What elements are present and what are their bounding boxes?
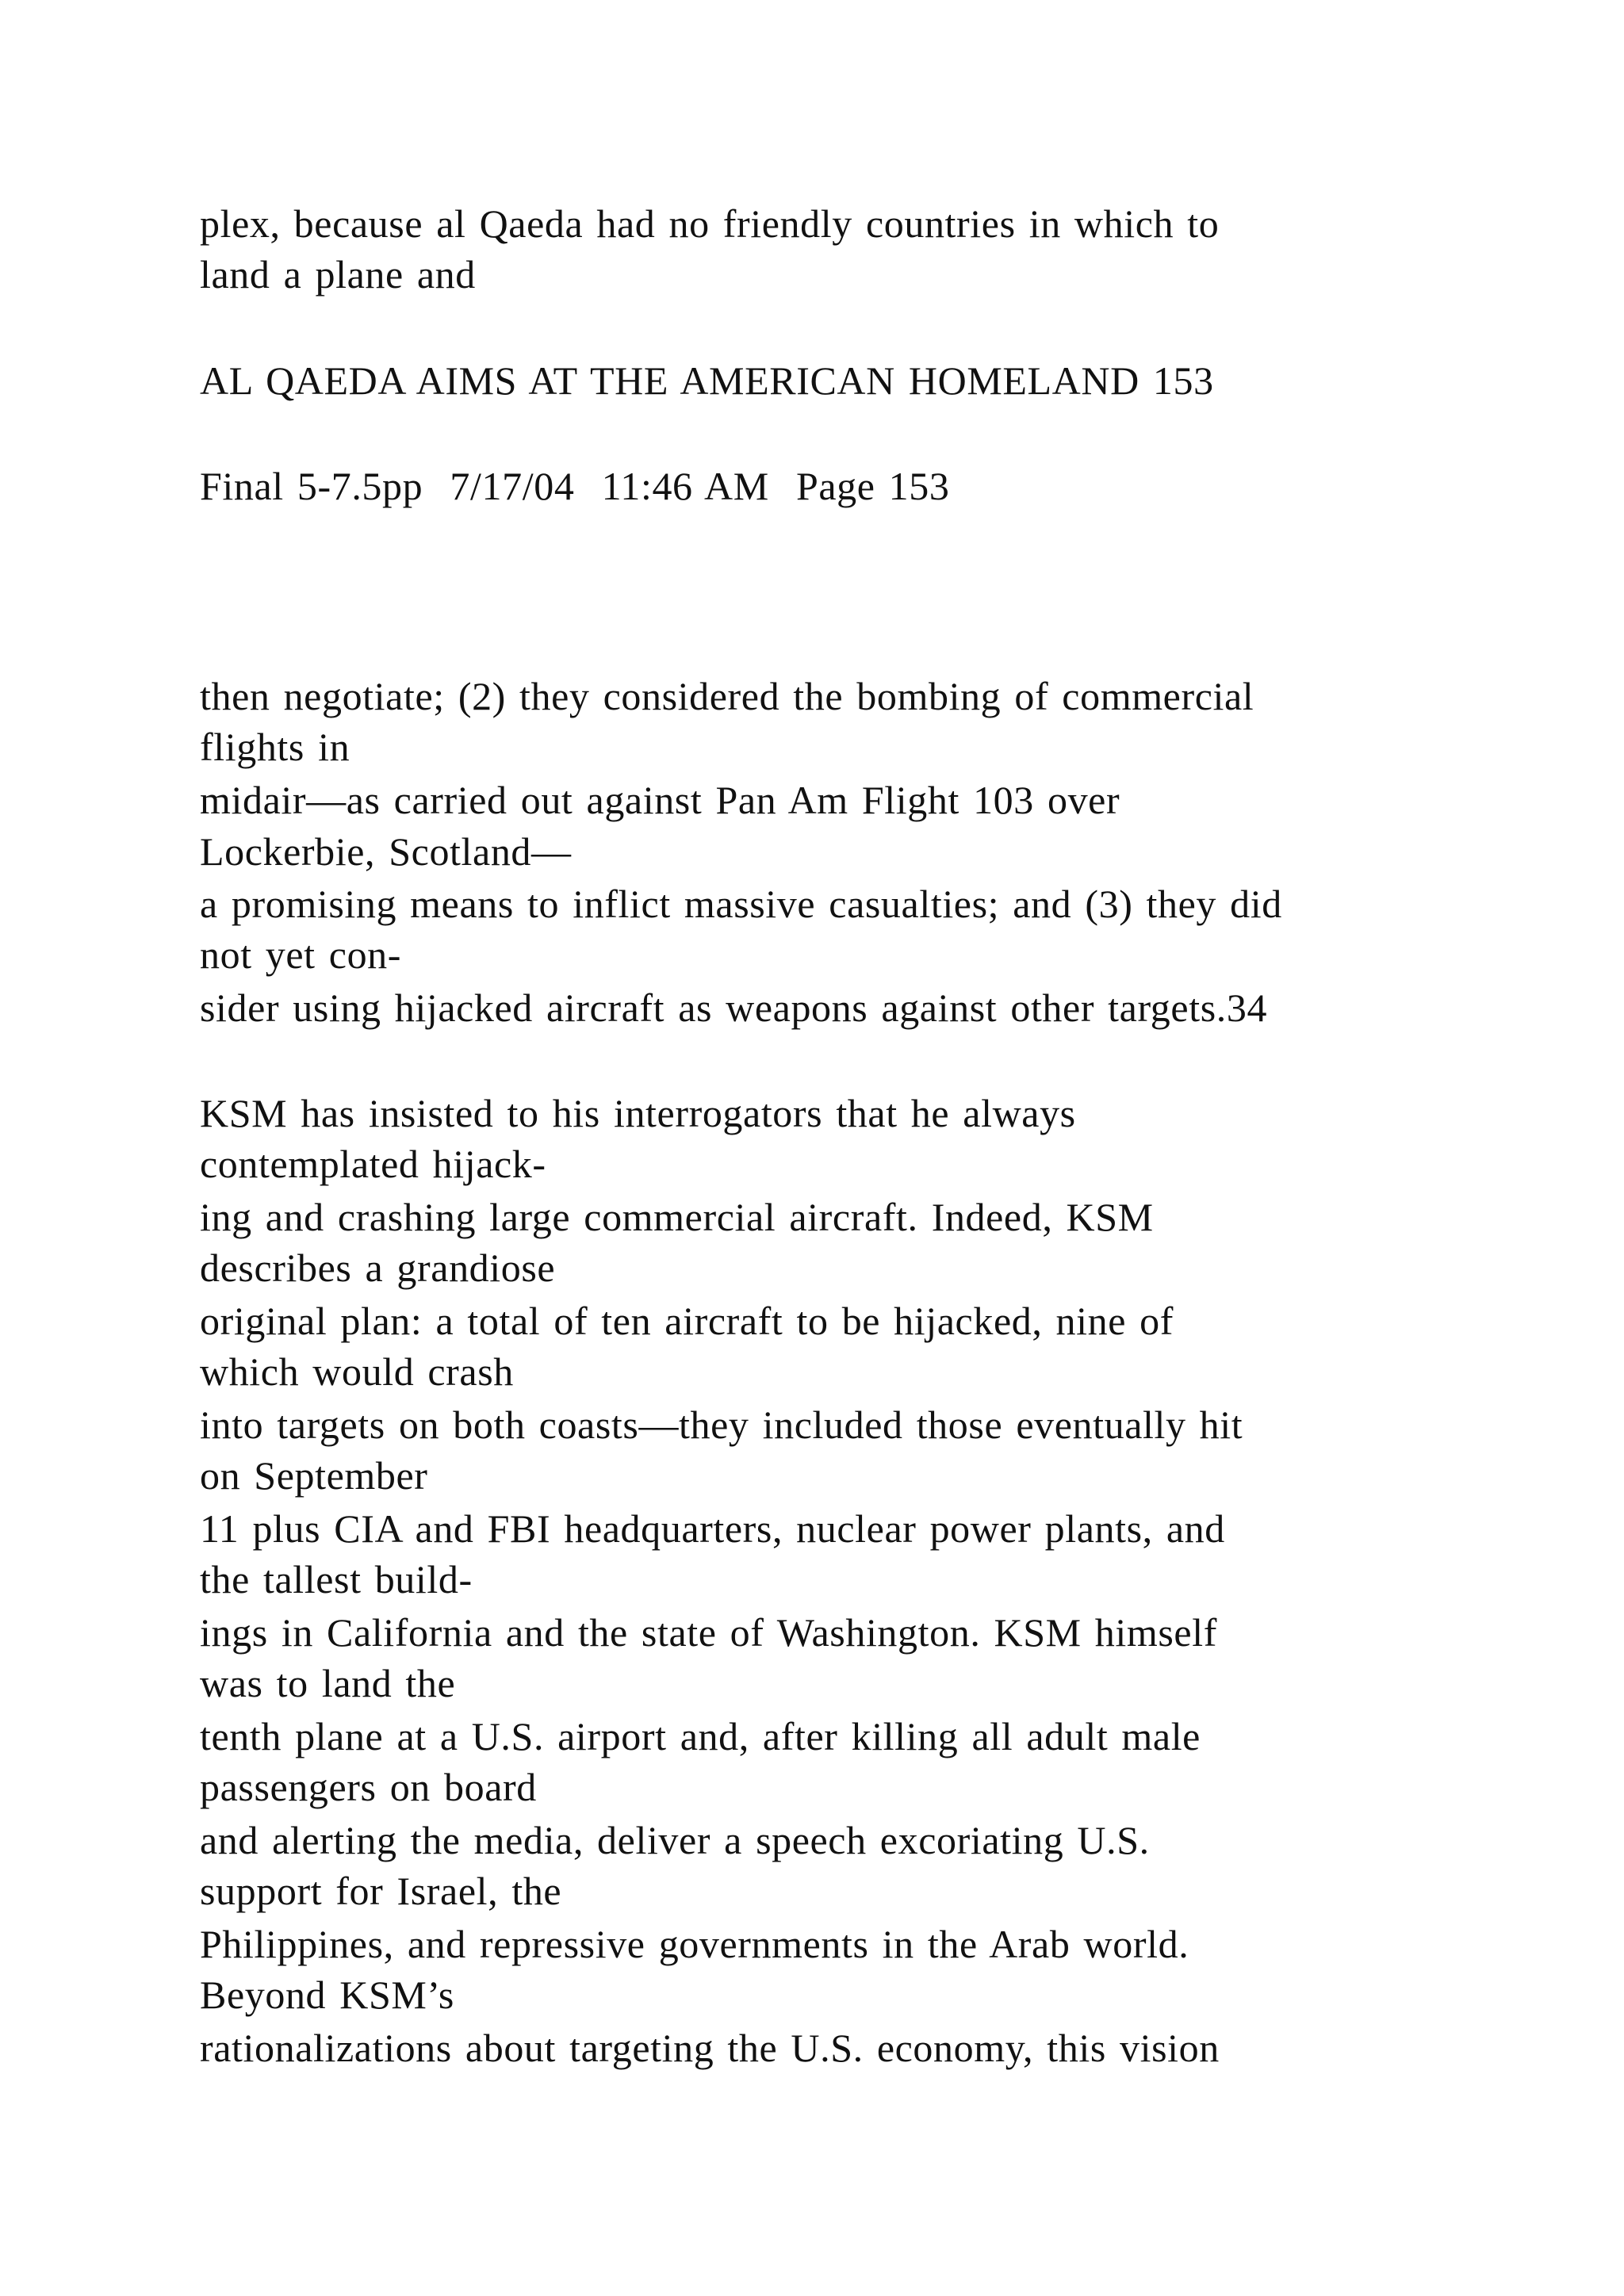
text-line: on September (200, 1453, 428, 1498)
text-line: Lockerbie, Scotland— (200, 829, 572, 874)
text-line: which would crash (200, 1349, 514, 1394)
text-line: was to land the (200, 1661, 456, 1705)
text-line: midair—as carried out against Pan Am Flight 103 over (200, 778, 1120, 822)
text-line: describes a grandiose (200, 1246, 556, 1290)
text-line: ings in California and the state of Washington. KSM himself (200, 1610, 1217, 1655)
text-line: not yet con- (200, 932, 402, 977)
running-header: AL QAEDA AIMS AT THE AMERICAN HOMELAND 153 (200, 358, 1214, 403)
text-line: original plan: a total of ten aircraft to be hijacked, nine of (200, 1299, 1174, 1343)
print-slug: Final 5-7.5pp 7/17/04 11:46 AM Page 153 (200, 464, 950, 508)
text-line: passengers on board (200, 1765, 537, 1809)
text-line: tenth plane at a U.S. airport and, after killing all adult male (200, 1714, 1201, 1758)
text-line: then negotiate; (2) they considered the bombing of commercial (200, 674, 1254, 718)
text-line: 11 plus CIA and FBI headquarters, nuclear power plants, and (200, 1506, 1225, 1551)
text-line: land a plane and (200, 252, 476, 297)
text-line: plex, because al Qaeda had no friendly countries in which to (200, 201, 1220, 246)
text-line: KSM has insisted to his interrogators that he always (200, 1091, 1076, 1135)
text-line: into targets on both coasts—they included those eventually hit (200, 1402, 1243, 1447)
text-line: Beyond KSM’s (200, 1973, 454, 2017)
text-line: sider using hijacked aircraft as weapons against other targets.34 (200, 985, 1268, 1030)
text-line: a promising means to inflict massive casualties; and (3) they did (200, 882, 1282, 926)
text-line: rationalizations about targeting the U.S. economy, this vision (200, 2026, 1220, 2070)
text-line: contemplated hijack- (200, 1142, 546, 1186)
text-line: the tallest build- (200, 1557, 473, 1601)
text-line: ing and crashing large commercial aircraft. Indeed, KSM (200, 1195, 1154, 1239)
text-line: support for Israel, the (200, 1869, 562, 1913)
text-line: and alerting the media, deliver a speech excoriating U.S. (200, 1818, 1150, 1862)
text-line: Philippines, and repressive governments in the Arab world. (200, 1922, 1189, 1966)
text-line: flights in (200, 725, 350, 769)
